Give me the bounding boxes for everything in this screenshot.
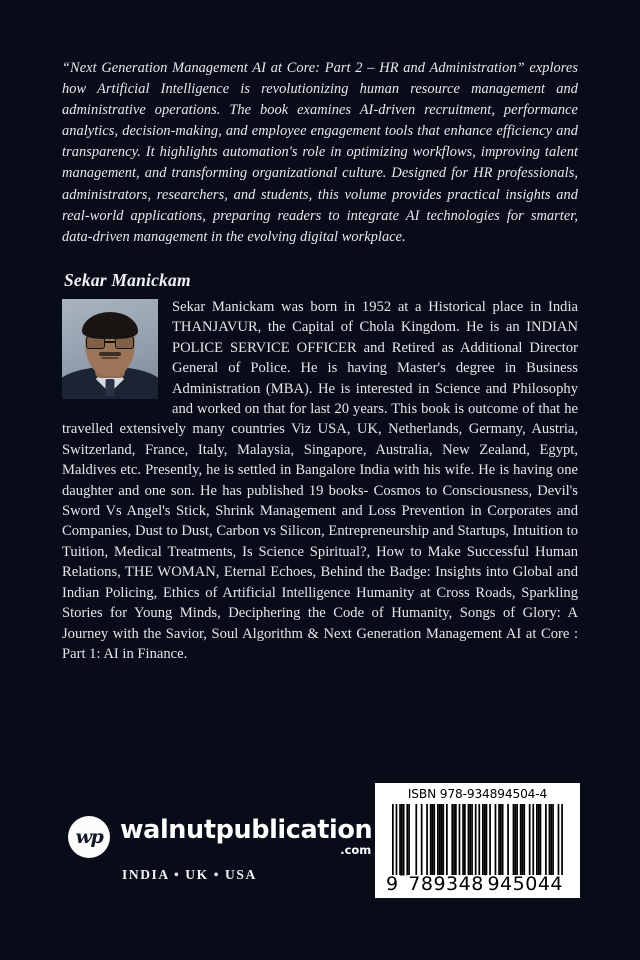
isbn-number-label: ISBN 978-934894504-4 <box>407 787 548 801</box>
barcode-bars <box>384 804 571 895</box>
portrait-moustache <box>99 352 121 356</box>
isbn-barcode-box <box>375 783 580 898</box>
barcode-digit-group-3: 945044 <box>487 873 563 895</box>
monogram-letters: wp <box>75 825 103 848</box>
barcode-digit-group-1: 9 <box>386 873 399 895</box>
barcode-digit-group-2: 789348 <box>408 873 484 895</box>
publisher-countries: INDIA • UK • USA <box>122 867 257 882</box>
portrait-glasses <box>86 336 134 349</box>
publisher-logo-block <box>68 815 373 883</box>
publisher-name: walnutpublication <box>120 815 373 846</box>
publisher-logo-row <box>68 815 373 858</box>
author-portrait-photo <box>62 299 158 399</box>
publisher-tld: .com <box>340 843 372 858</box>
author-bio-text: Sekar Manickam was born in 1952 at a Historical place in India THANJAVUR, the Capital of Chola Kingdom. He is an INDIAN POLICE SERVICE OFFICER and Retired as Additional Director General of Police. He is having Master's degree in Business Administration (MBA). He is interested in Science and Philosophy and worked on that for last 20 years. This book is outcome of that he travelled extensively many countries Viz USA, UK, Netherlands, Germany, Austria, Switzerland, France, Italy, Malaysia, Singapore, Australia, New Zealand, Egypt, Maldives etc. Presently, he is settled in Bangalore India with his wife. He is having one daughter and one son. He has published 19 books- Cosmos to Consciousness, Devil's Sword Vs Angel's Stick, Shrink Management and Loss Prevention in Corporates and Companies, Dust to Dust, Carbon vs Silicon, Entrepreneurship and Startups, Intuition to Tuition, Medical Treatments, Is Science Spiritual?, How to Make Successful Human Relations, THE WOMAN, Eternal Echoes, Behind the Badge: Insights into Global and Indian Policing, Ethics of Artificial Intelligence Humanity at Cross Roads, Sparkling Stories for Young Minds, Deciphering the Code of Humanity, Songs of Glory: A Journey with the Savior, Soul Algorithm & Next Generation Management AI at Core : Part 1: AI in Finance. <box>62 299 578 662</box>
walnut-publication-monogram-icon <box>68 816 110 858</box>
author-name-heading: Sekar Manickam <box>64 270 191 290</box>
ean13-barcode-graphic <box>384 804 571 895</box>
glasses-right-lens <box>115 336 134 349</box>
author-bio-block <box>62 297 578 664</box>
publisher-wordmark <box>120 817 372 856</box>
book-description-paragraph: “Next Generation Management AI at Core: Part 2 – HR and Administration” explores how Artificial Intelligence is revolutionizing human resource management and administrative operations. The book examines AI-driven recruitment, performance analytics, decision-making, and employee engagement tools that enhance efficiency and transparency. It highlights automation's role in optimizing workflows, improving talent management, and transforming organizational culture. Designed for HR professionals, administrators, researchers, and students, this volume provides practical insights and real-world applications, preparing readers to integrate AI technologies for smarter, data-driven management in the evolving digital workplace. <box>62 60 578 245</box>
glasses-left-lens <box>86 336 105 349</box>
glasses-bridge <box>105 341 115 343</box>
